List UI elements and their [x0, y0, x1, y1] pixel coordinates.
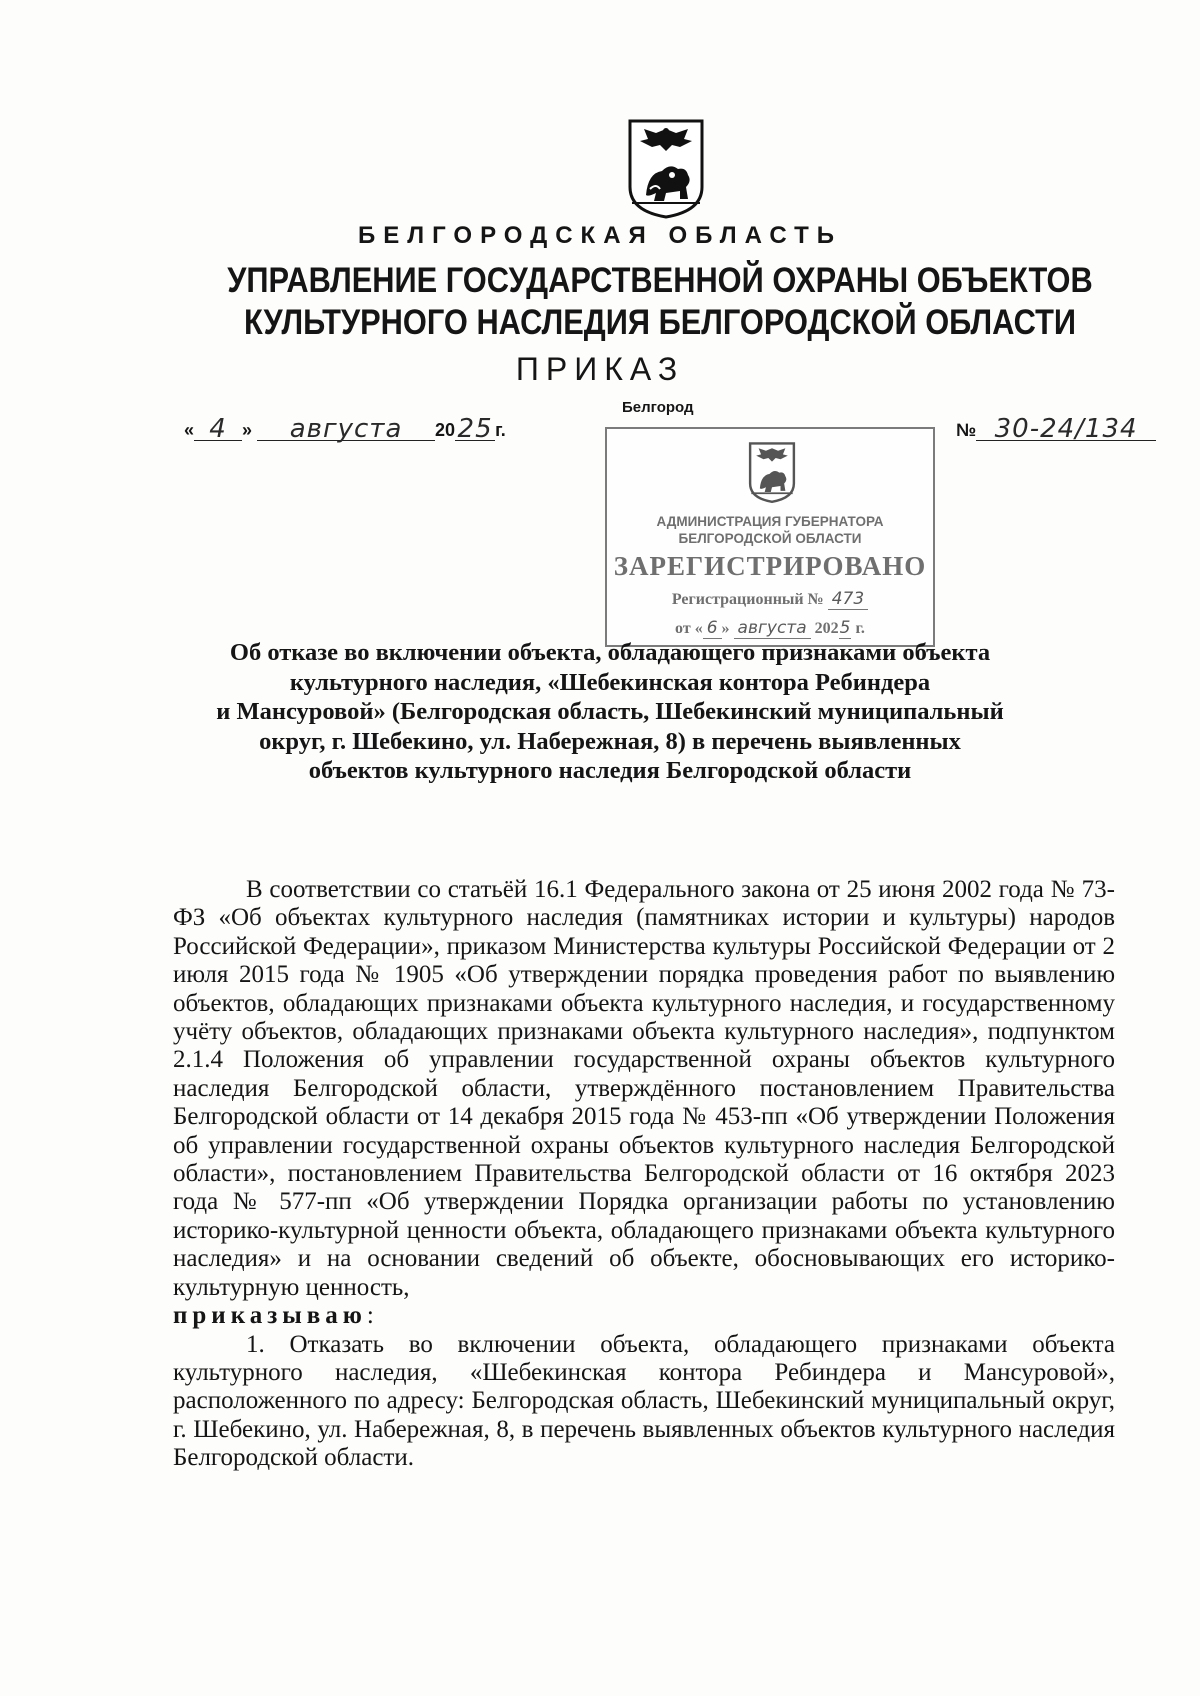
order-subject-line: объектов культурного наследия Белгородской области	[308, 757, 912, 784]
date-year-mark: г.	[495, 420, 506, 440]
agency-name-line: УПРАВЛЕНИЕ ГОСУДАРСТВЕННОЙ ОХРАНЫ ОБЪЕКТОВ	[227, 261, 1093, 300]
order-subject-line: округ, г. Шебекино, ул. Набережная, 8) в перечень выявленных	[259, 727, 961, 755]
order-number-value: 30-24/134	[976, 418, 1156, 441]
issuing-city: Белгород	[622, 399, 694, 416]
agency-name-line: КУЛЬТУРНОГО НАСЛЕДИЯ БЕЛГОРОДСКОЙ ОБЛАСТИ	[243, 303, 1077, 342]
stamp-reg-label: Регистрационный №	[671, 591, 824, 608]
body-preamble	[173, 876, 1115, 1302]
stamp-date-month: августа	[734, 618, 811, 639]
date-day: 4	[194, 418, 242, 441]
stamp-date-day: 6	[703, 618, 722, 639]
stamp-date-year-mark: г.	[855, 620, 865, 637]
orders-colon: :	[366, 1302, 374, 1330]
stamp-reg-number: 473	[828, 589, 868, 610]
order-subject	[150, 638, 1070, 786]
preamble-text: В соответствии со статьёй 16.1 Федерального закона от 25 июня 2002 года № 73-ФЗ «Об объектах культурного наследия (памятниках истории и культуры) народов Российской Федерации», приказом Министерства культуры Российской Федерации от 2 июля 2015 года № 1905 «Об утверждении порядка проведения работ по выявлению объектов, обладающих признаками объекта культурного наследия, и государственному учёту объектов, обладающих признаками объекта культурного наследия», подпунктом 2.1.4 Положения об управлении государственной охраны объектов культурного наследия Белгородской области, утверждённого постановлением Правительства Белгородской области от 14 декабря 2015 года № 453-пп «Об утверждении Положения об управлении государственной охраны объектов культурного наследия Белгородской области», постановлением Правительства Белгородской области от 16 октября 2023 года № 577-пп «Об утверждении Порядка организации работы по установлению историко-культурной ценности объекта, обладающего признаками объекта культурного наследия» и на основании сведений об объекте, обосновывающих его историко-культурную ценность,	[173, 876, 1115, 1301]
stamp-date-mid: »	[721, 620, 730, 637]
date-year-prefix: 20	[435, 420, 456, 440]
region-name: БЕЛГОРОДСКАЯ ОБЛАСТЬ	[358, 222, 842, 249]
stamp-organization-line: БЕЛГОРОДСКОЙ ОБЛАСТИ	[678, 531, 862, 546]
date-year-suffix: 25	[455, 418, 495, 441]
order-subject-line: Об отказе во включении объекта, обладающего признаками объекта	[229, 639, 991, 666]
stamp-status: ЗАРЕГИСТРИРОВАНО	[613, 551, 927, 581]
order-date	[184, 414, 506, 444]
order-item-1: 1. Отказать во включении объекта, обладающего признаками объекта культурного наследия, «Шебекинская контора Ребиндера и Мансуровой», расположенного по адресу: Белгородская область, Шебекинский муниципальный округ, г. Шебекино, ул. Набережная, 8, в перечень выявленных объектов культурного наследия Белгородской области.	[173, 1330, 1115, 1472]
date-open-quote: «	[184, 420, 195, 440]
date-month: августа	[257, 418, 435, 441]
stamp-organization	[607, 513, 933, 547]
coat-of-arms-icon	[626, 117, 706, 219]
stamp-coat-of-arms-icon	[744, 441, 800, 503]
order-number	[956, 414, 1156, 444]
stamp-organization-line: АДМИНИСТРАЦИЯ ГУБЕРНАТОРА	[656, 514, 884, 529]
stamp-date-year-suffix: 5	[839, 618, 851, 638]
registration-stamp	[605, 427, 935, 647]
stamp-registration-number	[607, 589, 933, 609]
orders-line	[173, 1302, 1115, 1330]
orders-keyword: приказываю	[173, 1302, 367, 1330]
order-subject-line: культурного наследия, «Шебекинская контора Ребиндера	[289, 668, 931, 696]
stamp-date-year-prefix: 202	[814, 620, 839, 637]
agency-name	[211, 260, 1109, 344]
order-subject-line: и Мансуровой» (Белгородская область, Шебекинский муниципальный	[216, 698, 1004, 725]
order-number-label: №	[956, 420, 977, 440]
date-close-quote: »	[242, 420, 253, 440]
order-body	[173, 876, 1115, 1473]
document-type-title: ПРИКАЗ	[515, 351, 685, 387]
stamp-date	[607, 618, 933, 638]
stamp-date-prefix: от «	[675, 620, 703, 637]
